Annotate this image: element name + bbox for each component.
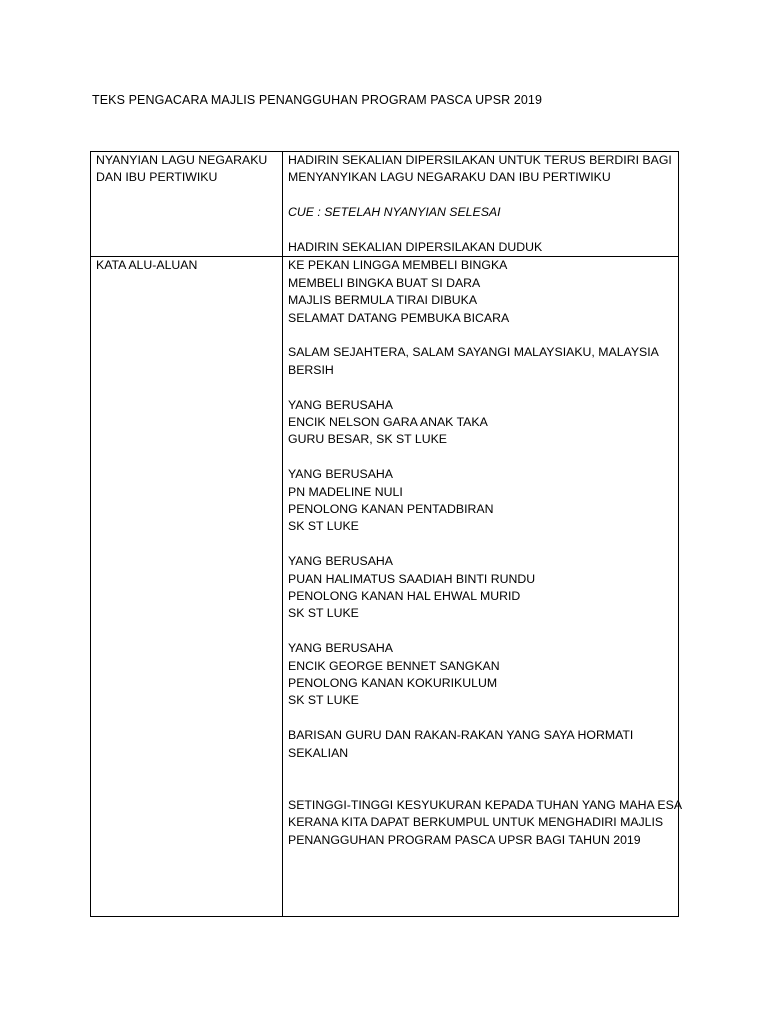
script-line: MAJLIS BERMULA TIRAI DIBUKA bbox=[288, 293, 478, 308]
script-line: KE PEKAN LINGGA MEMBELI BINGKA bbox=[288, 258, 508, 273]
document-title: TEKS PENGACARA MAJLIS PENANGGUHAN PROGRAM PASCA UPSR 2019 bbox=[92, 93, 543, 107]
segment-script-cell bbox=[283, 257, 683, 917]
script-line bbox=[288, 222, 674, 239]
script-line: KERANA KITA DAPAT BERKUMPUL UNTUK MENGHADIRI MAJLIS bbox=[288, 815, 664, 830]
script-line: BARISAN GURU DAN RAKAN-RAKAN YANG SAYA HORMATI bbox=[288, 728, 634, 743]
script-line bbox=[288, 779, 674, 796]
table-row bbox=[91, 257, 679, 917]
script-line: SK ST LUKE bbox=[288, 519, 359, 534]
script-line: GURU BESAR, SK ST LUKE bbox=[288, 432, 447, 447]
segment-label-cell bbox=[91, 152, 283, 257]
script-line bbox=[288, 379, 674, 396]
script-line: SELAMAT DATANG PEMBUKA BICARA bbox=[288, 310, 510, 325]
script-line: ENCIK GEORGE BENNET SANGKAN bbox=[288, 658, 500, 673]
script-line: YANG BERUSAHA bbox=[288, 554, 394, 569]
script-line: YANG BERUSAHA bbox=[288, 467, 394, 482]
script-line bbox=[288, 536, 674, 553]
script-line: PUAN HALIMATUS SAADIAH BINTI RUNDU bbox=[288, 571, 536, 586]
script-line: PENOLONG KANAN PENTADBIRAN bbox=[288, 502, 494, 517]
script-line: SEKALIAN bbox=[288, 745, 349, 760]
script-line: PENOLONG KANAN HAL EHWAL MURID bbox=[288, 589, 521, 604]
script-line bbox=[288, 187, 674, 204]
script-line: SALAM SEJAHTERA, SALAM SAYANGI MALAYSIAKU, MALAYSIA bbox=[288, 345, 659, 360]
script-line: YANG BERUSAHA bbox=[288, 641, 394, 656]
script-line: PENANGGUHAN PROGRAM PASCA UPSR BAGI TAHUN 2019 bbox=[288, 832, 641, 847]
segment-label-cell bbox=[91, 257, 283, 917]
script-line: YANG BERUSAHA bbox=[288, 397, 394, 412]
script-line: PENOLONG KANAN KOKURIKULUM bbox=[288, 676, 498, 691]
cue-line: CUE : SETELAH NYANYIAN SELESAI bbox=[288, 205, 501, 220]
script-line bbox=[288, 623, 674, 640]
script-line bbox=[288, 449, 674, 466]
script-line: ENCIK NELSON GARA ANAK TAKA bbox=[288, 415, 488, 430]
program-script-table bbox=[90, 151, 683, 917]
script-line: SK ST LUKE bbox=[288, 606, 359, 621]
script-line: BERSIH bbox=[288, 362, 334, 377]
segment-script-cell bbox=[283, 152, 679, 257]
script-line bbox=[288, 762, 674, 779]
script-line: MEMBELI BINGKA BUAT SI DARA bbox=[288, 275, 481, 290]
script-line: SK ST LUKE bbox=[288, 693, 359, 708]
segment-label-line: KATA ALU-ALUAN bbox=[96, 258, 198, 273]
table-row bbox=[91, 152, 679, 257]
script-line bbox=[288, 710, 674, 727]
script-line: MENYANYIKAN LAGU NEGARAKU DAN IBU PERTIWIKU bbox=[288, 170, 611, 185]
script-line: PN MADELINE NULI bbox=[288, 484, 403, 499]
script-line: HADIRIN SEKALIAN DIPERSILAKAN UNTUK TERUS BERDIRI BAGI bbox=[288, 153, 672, 167]
segment-label-line: DAN IBU PERTIWIKU bbox=[96, 170, 218, 185]
script-line bbox=[288, 327, 674, 344]
script-line: HADIRIN SEKALIAN DIPERSILAKAN DUDUK bbox=[288, 240, 543, 254]
segment-label-line: NYANYIAN LAGU NEGARAKU bbox=[96, 153, 268, 167]
script-line: SETINGGI-TINGGI KESYUKURAN KEPADA TUHAN YANG MAHA ESA bbox=[288, 797, 683, 812]
